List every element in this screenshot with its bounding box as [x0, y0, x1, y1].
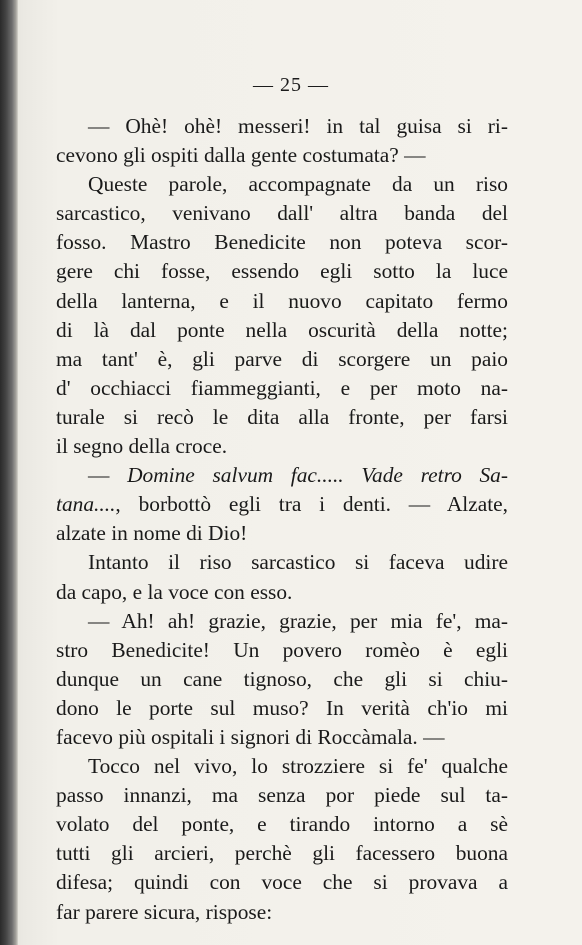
text-line: gere chi fosse, essendo egli sotto la luce	[56, 259, 508, 284]
text-line: stro Benedicite! Un povero romèo è egli	[56, 637, 508, 662]
text-line: Intanto il riso sarcastico si faceva udire	[88, 550, 508, 575]
text-line: della lanterna, e il nuovo capitato fermo	[56, 288, 508, 313]
text-line: passo innanzi, ma senza por piede sul ta-	[56, 783, 508, 808]
page-number: — 25 —	[253, 74, 329, 96]
text-line: dunque un cane tignoso, che gli si chiu-	[56, 666, 508, 691]
text-line: ma tant' è, gli parve di scorgere un paio	[56, 346, 508, 371]
text-line: cevono gli ospiti dalla gente costumata? —	[56, 143, 426, 168]
text-line: alzate in nome di Dio!	[56, 521, 248, 546]
text-line: Queste parole, accompagnate da un riso	[88, 172, 508, 197]
text-line: — Ah! ah! grazie, grazie, per mia fe', ma-	[88, 608, 508, 633]
text-line: fosso. Mastro Benedicite non poteva scor-	[56, 230, 508, 255]
text-line: facevo più ospitali i signori di Roccàmala. —	[56, 724, 445, 749]
body-text	[56, 112, 508, 927]
text-line: sarcastico, venivano dall' altra banda del	[56, 201, 508, 226]
text-line: tutti gli arcieri, perchè gli facessero buona	[56, 841, 508, 866]
text-line: da capo, e la voce con esso.	[56, 579, 293, 604]
text-line: il segno della croce.	[56, 434, 228, 459]
text-line-latin	[56, 490, 508, 519]
dash-prefix: —	[88, 463, 128, 488]
text-line-latin	[56, 461, 508, 490]
text-line: dono le porte sul muso? In verità ch'io mi	[56, 695, 508, 720]
text-line: difesa; quindi con voce che si provava a	[56, 870, 508, 895]
book-spine-shadow	[0, 0, 18, 945]
text-line: far parere sicura, rispose:	[56, 899, 273, 924]
latin-phrase: Domine salvum fac..... Vade retro Sa-	[127, 463, 508, 488]
text-line: d' occhiacci fiammeggianti, e per moto na-	[56, 375, 508, 400]
latin-phrase: tana....	[56, 492, 116, 517]
text-line: Tocco nel vivo, lo strozziere si fe' qualche	[88, 754, 508, 779]
text-line: turale si recò le dita alla fronte, per farsi	[56, 404, 508, 429]
text-line: di là dal ponte nella oscurità della notte;	[56, 317, 508, 342]
line-rest: , borbottò egli tra i denti. — Alzate,	[115, 492, 508, 517]
text-line: volato del ponte, e tirando intorno a sè	[56, 812, 508, 837]
text-line: — Ohè! ohè! messeri! in tal guisa si ri-	[88, 114, 508, 138]
